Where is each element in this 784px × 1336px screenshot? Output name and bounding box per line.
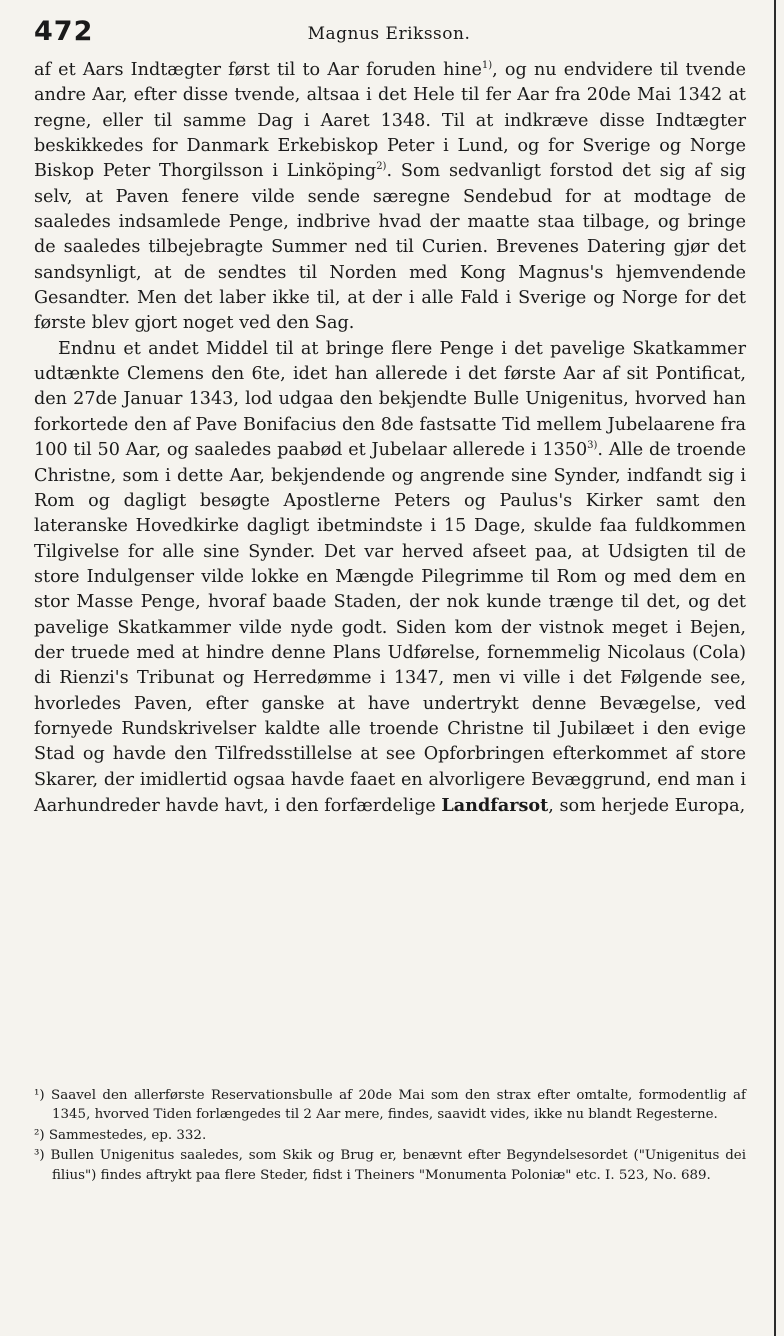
text-span: Endnu et andet Middel til at bringe flere Penge i det pavelige Skatkammer udtænkte Clemens den 6te, idet han allerede i det første Aar af sit Pontificat, den 27de Januar 1343, lod udgaa den bekjendte Bulle Unigenitus, hvorved han forkortede den af Pave Bonifacius den 8de fastsatte Tid mellem Jubelaarene fra 100 til 50 Aar, og saaledes paabød et Jubelaar allerede i 1350 <box>34 338 746 461</box>
emphasized-term: Landfarsot <box>441 794 549 816</box>
paragraph-1 <box>34 58 746 337</box>
footnote-1: ¹) Saavel den allerførste Reservationsbulle af 20de Mai som den strax efter omtalte, formodentlig af 1345, hvorved Tiden forlængedes til 2 Aar mere, findes, saavidt vides, ikke nu blandt Regesterne. <box>34 1088 746 1123</box>
main-text <box>34 58 746 819</box>
footnote-3: ³) Bullen Unigenitus saaledes, som Skik og Brug er, benævnt efter Begyndelsesordet ("Unigenitus dei filius") findes aftrykt paa flere Steder, fidst i Theiners "Monumenta Poloniæ" etc. I. 523, No. 689. <box>34 1148 746 1183</box>
footnote-ref-2: 2) <box>376 161 387 173</box>
paragraph-2 <box>34 337 746 820</box>
running-title: Magnus Eriksson. <box>307 24 471 44</box>
page-header <box>34 16 744 56</box>
footnotes <box>34 1086 746 1186</box>
footnote-ref-3: 3) <box>587 440 598 452</box>
text-span: . Alle de troende Christne, som i dette Aar, bekjendende og angrende sine Synder, indfandt sig i Rom og dagligt besøgte Apostlerne Peters og Paulus's Kirker samt den lateranske Hovedkirke dagligt ibetmindste i 15 Dage, skulde faa fuldkommen Tilgivelse for alle sine Synder. Det var herved afseet paa, at Udsigten til de store Indulgenser vilde lokke en Mængde Pilegrimme til Rom og med dem en stor Masse Penge, hvoraf baade Staden, der nok kunde trænge til det, og det pavelige Skatkammer vilde nyde godt. Siden kom der vistnok meget i Bejen, der truede med at hindre denne Plans Udførelse, fornemmelig Nicolaus (Cola) di Rienzi's Tribunat og Herredømme i 1347, men vi ville i det Følgende see, hvorledes Paven, efter ganske at have undertrykt denne Bevægelse, ved fornyede Rundskrivelser kaldte alle troende Christne til Jubilæet i den evige Stad og havde den Tilfredsstillelse at see Opforbringen efterkommet af store Skarer, der imidlertid ogsaa havde faaet en alvorligere Bevæggrund, end man i Aarhundreder havde havt, i den forfærdelige <box>34 440 746 816</box>
page-edge-rule <box>774 0 776 1336</box>
text-span: . Som sedvanligt forstod det sig af sig selv, at Paven fenere vilde sende særegne Sendebud for at modtage de saaledes indsamlede Penge, indbrive hvad der maatte staa tilbage, og bringe de saaledes tilbejebragte Summer ned til Curien. Brevenes Datering gjør det sandsynligt, at de sendtes til Norden med Kong Magnus's hjemvendende Gesandter. Men det laber ikke til, at der i alle Fald i Sverige og Norge for det første blev gjort noget ved den Sag. <box>34 161 746 334</box>
footnote-2: ²) Sammestedes, ep. 332. <box>34 1127 207 1143</box>
page-number: 472 <box>34 16 94 47</box>
text-span: , og nu endvidere til tvende andre Aar, efter disse tvende, altsaa i det Hele til fer Aar fra 20de Mai 1342 at regne, eller til samme Dag i Aaret 1348. Til at indkræve disse Indtægter beskikkedes for Danmark Erkebiskop Peter i Lund, og for Sverige og Norge Biskop Peter Thorgilsson i Linköping <box>34 60 746 182</box>
text-span: af et Aars Indtægter først til to Aar foruden hine <box>34 60 482 80</box>
footnote-ref-1: 1) <box>481 60 493 72</box>
text-span: , som herjede Europa, <box>548 795 746 816</box>
